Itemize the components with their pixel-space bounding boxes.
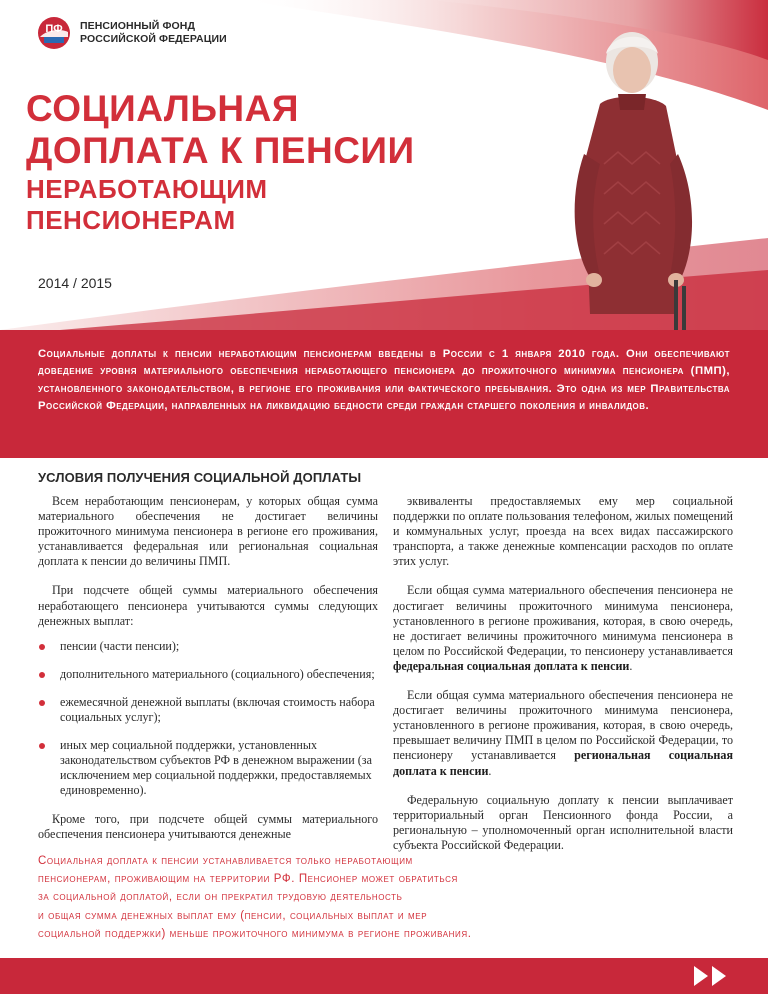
highlight-note [38, 852, 738, 943]
note-line3: за социальной доплатой, если он прекратил трудовую деятельность [38, 891, 403, 904]
org-name-line2: РОССИЙСКОЙ ФЕДЕРАЦИИ [80, 33, 227, 45]
hero-banner [0, 0, 768, 330]
right-paragraph-4: Федеральную социальную доплату к пенсии выплачивает территориальный орган Пенсионного фонда России, а региональную – уполномоченный орган исполнительной власти субъекта Российской Федерации. [393, 792, 733, 852]
list-item [38, 667, 378, 682]
federal-supplement-term: федеральная социальная доплата к пенсии [393, 658, 630, 673]
payments-list [38, 639, 378, 799]
list-item-text: иных мер социальной поддержки, установленных законодательством субъектов РФ в денежном выражении (за исключением мер социальной поддержки, предоставляемых единовременно). [60, 738, 372, 798]
right-paragraph-3 [393, 688, 733, 779]
title-line1: СОЦИАЛЬНАЯ [26, 88, 299, 129]
left-column [38, 494, 378, 842]
subtitle-line1: НЕРАБОТАЮЩИМ [26, 174, 268, 204]
bullet-icon [39, 672, 45, 678]
double-chevron-right-icon[interactable] [692, 964, 732, 988]
org-name-line1: ПЕНСИОННЫЙ ФОНД [80, 20, 196, 32]
list-item-text: ежемесячной денежной выплаты (включая стоимость набора социальных услуг); [60, 694, 375, 725]
right-column [393, 494, 733, 853]
left-paragraph-3: Кроме того, при подсчете общей суммы материального обеспечения пенсионера учитываются денежные [38, 811, 378, 841]
intro-text: Социальные доплаты к пенсии неработающим пенсионерам введены в России с 1 января 2010 года. Они обеспечивают доведение уровня материального обеспечения неработающего пенсионера до прожиточного минимума пенсионера (ПМП), установленного законодательством, в регионе его проживания или фактического пребывания. Это одна из мер Правительства Российской Федерации, направленных на ликвидацию бедности среди граждан старшего поколения и инвалидов. [38, 348, 730, 413]
page-title [26, 88, 415, 172]
left-paragraph-1: Всем неработающим пенсионерам, у которых общая сумма материального обеспечения не достигает величины прожиточного минимума пенсионера в регионе его проживания, устанавливается федеральная или региональная социальная доплата к пенсии до величины ПМП. [38, 494, 378, 569]
bullet-icon [39, 743, 45, 749]
note-line2: пенсионерам, проживающим на территории РФ. Пенсионер может обратиться [38, 873, 458, 886]
page-subtitle [26, 174, 268, 236]
list-item [38, 695, 378, 725]
logo-letters: ПФ [45, 23, 63, 35]
right-paragraph-2-text: Если общая сумма материального обеспечения пенсионера не достигает величины прожиточного минимума пенсионера, установленного в регионе проживания, которая, в свою очередь, не достигает величины прожиточного минимума пенсионера в целом по Российской Федерации, то пенсионеру устанавливается [393, 583, 733, 658]
note-line4: и общая сумма денежных выплат ему (пенсии, социальных выплат и мер [38, 909, 428, 922]
title-line2: ДОПЛАТА К ПЕНСИИ [26, 130, 415, 171]
elderly-woman-photo [560, 14, 740, 330]
bullet-icon [39, 644, 45, 650]
note-line5: социальной поддержки) меньше прожиточного минимума в регионе проживания. [38, 927, 472, 940]
year-label: 2014 / 2015 [38, 275, 112, 291]
right-paragraph-3-text: Если общая сумма материального обеспечения пенсионера не достигает величины прожиточного минимума пенсионера, установленного в регионе проживания, которая, в свою очередь, превышает величину ПМП в целом по Российской Федерации, то пенсионеру устанавливается [393, 688, 733, 763]
pfr-logo-icon [36, 16, 72, 50]
bullet-icon [39, 700, 45, 706]
subtitle-line2: ПЕНСИОНЕРАМ [26, 205, 236, 235]
intro-banner [0, 330, 768, 458]
list-item [38, 738, 378, 798]
right-paragraph-2 [393, 583, 733, 674]
right-paragraph-1: эквиваленты предоставляемых ему мер социальной поддержки по оплате пользования телефоном, жилых помещений и коммунальных услуг, проезда на всех видах пассажирского транспорта, а также денежные компенсации расходов по оплате этих услуг. [393, 494, 733, 569]
left-paragraph-2: При подсчете общей суммы материального обеспечения неработающего пенсионера учитываются суммы следующих денежных выплат: [38, 583, 378, 628]
right-paragraph-2-end: . [629, 658, 633, 673]
list-item-text: дополнительного материального (социального) обеспечения; [60, 666, 375, 681]
footer-bar [0, 958, 768, 994]
regional-supplement-term: региональная социальная доплата к пенсии [393, 748, 733, 778]
list-item-text: пенсии (части пенсии); [60, 638, 180, 653]
section-title: УСЛОВИЯ ПОЛУЧЕНИЯ СОЦИАЛЬНОЙ ДОПЛАТЫ [38, 470, 362, 485]
pfr-logo [36, 16, 227, 50]
right-paragraph-3-end: . [488, 763, 492, 778]
org-name [80, 20, 227, 46]
note-line1: Социальная доплата к пенсии устанавливается только неработающим [38, 855, 413, 867]
list-item [38, 639, 378, 654]
